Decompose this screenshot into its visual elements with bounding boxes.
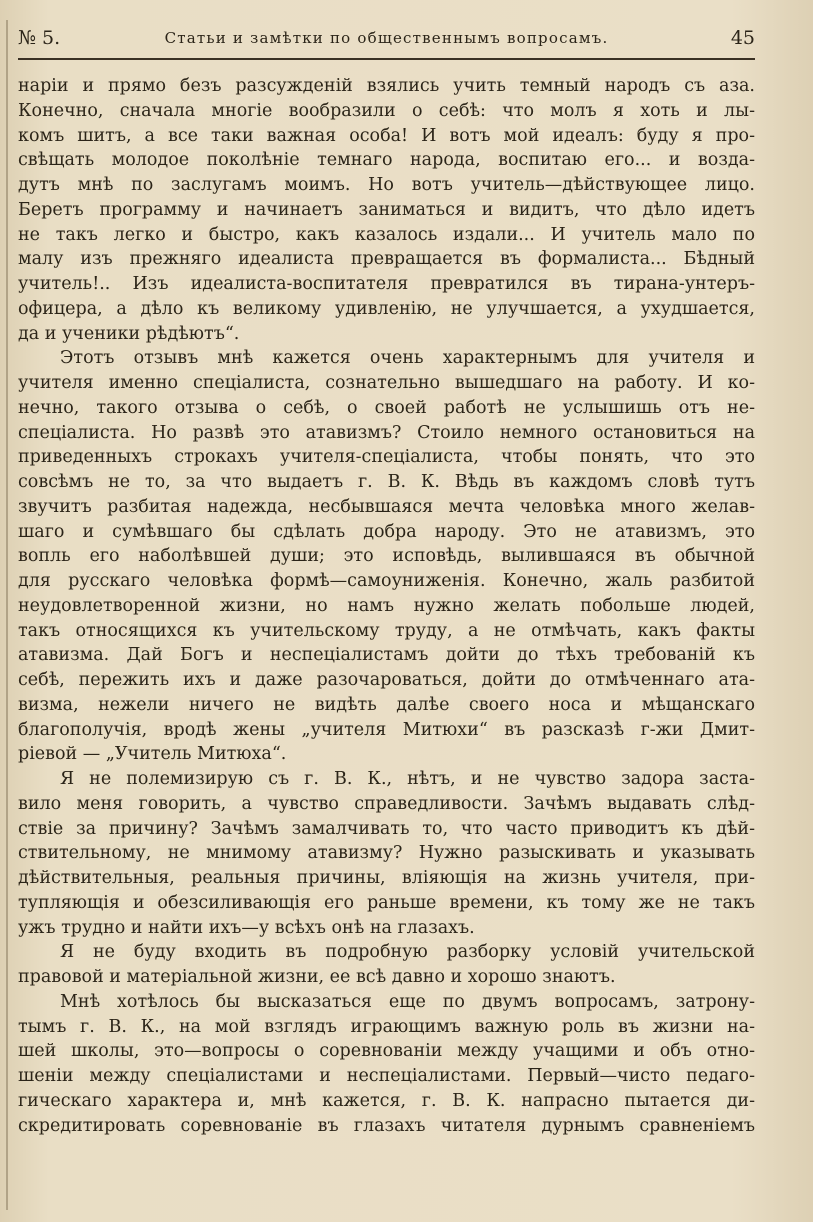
- text-line: Мнѣ хотѣлось бы высказаться еще по двумъ вопросамъ, затрону-: [60, 991, 755, 1012]
- text-line: правовой и матеріальной жизни, ее всѣ давно и хорошо знаютъ.: [18, 967, 616, 987]
- text-line: Беретъ программу и начинаетъ заниматься и видитъ, что дѣло идетъ: [18, 199, 755, 220]
- running-header: [18, 22, 755, 54]
- text-line: свѣщать молодое поколѣніе темнаго народа, воспитаю его... и возда-: [18, 150, 755, 171]
- text-line: учитель!.. Изъ идеалиста-воспитателя превратился въ тирана-унтеръ-: [18, 274, 755, 294]
- text-line: ствительному, не мнимому атавизму? Нужно разыскивать и указывать: [18, 843, 755, 864]
- text-line: малу изъ прежняго идеалиста превращается въ формалиста... Бѣдный: [18, 249, 755, 270]
- page-edge-rule: [6, 20, 8, 1210]
- text-line: такъ относящихся къ учительскому труду, а не отмѣчать, какъ факты: [18, 620, 755, 641]
- text-line: ствіе за причину? Зачѣмъ замалчивать то, что часто приводитъ къ дѣй-: [18, 818, 755, 839]
- text-line: вопль его наболѣвшей души; это исповѣдь, вылившаяся въ обычной: [18, 546, 755, 567]
- text-line: для русскаго человѣка формѣ—самоуниженія. Конечно, жаль разбитой: [18, 571, 755, 591]
- text-line: учителя именно спеціалиста, сознательно вышедшаго на работу. И ко-: [18, 373, 755, 393]
- text-line: ужъ трудно и найти ихъ—у всѣхъ онѣ на глазахъ.: [18, 917, 475, 938]
- text-line: да и ученики рѣдѣютъ“.: [18, 323, 240, 344]
- text-line: шаго и сумѣвшаго бы сдѣлать добра народу. Это не атавизмъ, это: [18, 521, 755, 542]
- text-line: спеціалиста. Но развѣ это атавизмъ? Стоило немного остановиться на: [18, 422, 755, 443]
- body-text: [18, 74, 755, 1138]
- text-line: тупляющія и обезсиливающія его раньше времени, къ тому же не такъ: [18, 892, 755, 913]
- text-line: атавизма. Дай Богъ и неспеціалистамъ дойти до тѣхъ требованій къ: [18, 645, 755, 666]
- text-line: не такъ легко и быстро, какъ казалось издали... И учитель мало по: [18, 224, 755, 245]
- text-line: дутъ мнѣ по заслугамъ моимъ. Но вотъ учитель—дѣйствующее лицо.: [18, 175, 755, 195]
- text-line: совсѣмъ не то, за что выдаетъ г. В. К. Вѣдь въ каждомъ словѣ тутъ: [18, 472, 755, 492]
- text-line: себѣ, пережить ихъ и даже разочароваться, дойти до отмѣченнаго ата-: [18, 670, 755, 690]
- text-line: звучитъ разбитая надежда, несбывшаяся мечта человѣка много желав-: [18, 496, 755, 517]
- text-line: нечно, такого отзыва о себѣ, о своей работѣ не услышишь отъ не-: [18, 397, 755, 418]
- text-line: наріи и прямо безъ разсужденій взялись учить темный народъ съ аза.: [18, 76, 755, 96]
- text-line: комъ шитъ, а все таки важная особа! И вотъ мой идеалъ: буду я про-: [18, 125, 755, 146]
- text-line: дѣйствительныя, реальныя причины, вліяющія на жизнь учителя, при-: [18, 868, 755, 888]
- text-line: ріевой — „Учитель Митюха“.: [18, 744, 287, 765]
- text-line: неудовлетворенной жизни, но намъ нужно желать побольше людей,: [18, 595, 755, 616]
- text-line: вило меня говорить, а чувство справедливости. Зачѣмъ выдавать слѣд-: [18, 793, 755, 814]
- issue-number: № 5.: [18, 27, 61, 49]
- text-line: Я не полемизирую съ г. В. К., нѣтъ, и не чувство задора заста-: [60, 769, 755, 789]
- text-line: благополучія, вродѣ жены „учителя Митюхи“ въ разсказѣ г-жи Дмит-: [18, 719, 755, 740]
- text-line: скредитировать соревнованіе въ глазахъ читателя дурнымъ сравненіемъ: [18, 1115, 755, 1136]
- page-number: 45: [730, 27, 755, 49]
- text-line: офицера, а дѣло къ великому удивленію, не улучшается, а ухудшается,: [18, 298, 755, 319]
- text-line: Этотъ отзывъ мнѣ кажется очень характернымъ для учителя и: [60, 348, 755, 369]
- running-title: Статьи и замѣтки по общественнымъ вопросамъ.: [164, 29, 609, 47]
- text-line: Конечно, сначала многіе вообразили о себѣ: что молъ я хоть и лы-: [18, 100, 755, 121]
- header-rule: [18, 58, 755, 60]
- text-line: тымъ г. В. К., на мой взглядъ играющимъ важную роль въ жизни на-: [18, 1016, 755, 1037]
- text-line: визма, нежели ничего не видѣть далѣе своего носа и мѣщанскаго: [18, 694, 755, 715]
- text-line: приведенныхъ строкахъ учителя-спеціалиста, чтобы понять, что это: [18, 447, 755, 468]
- text-line: шей школы, это—вопросы о соревнованіи между учащими и объ отно-: [18, 1041, 755, 1062]
- text-line: шеніи между спеціалистами и неспеціалистами. Первый—чисто педаго-: [18, 1066, 755, 1086]
- text-line: гическаго характера и, мнѣ кажется, г. В. К. напрасно пытается ди-: [18, 1090, 755, 1111]
- text-line: Я не буду входить въ подробную разборку условій учительской: [60, 942, 755, 963]
